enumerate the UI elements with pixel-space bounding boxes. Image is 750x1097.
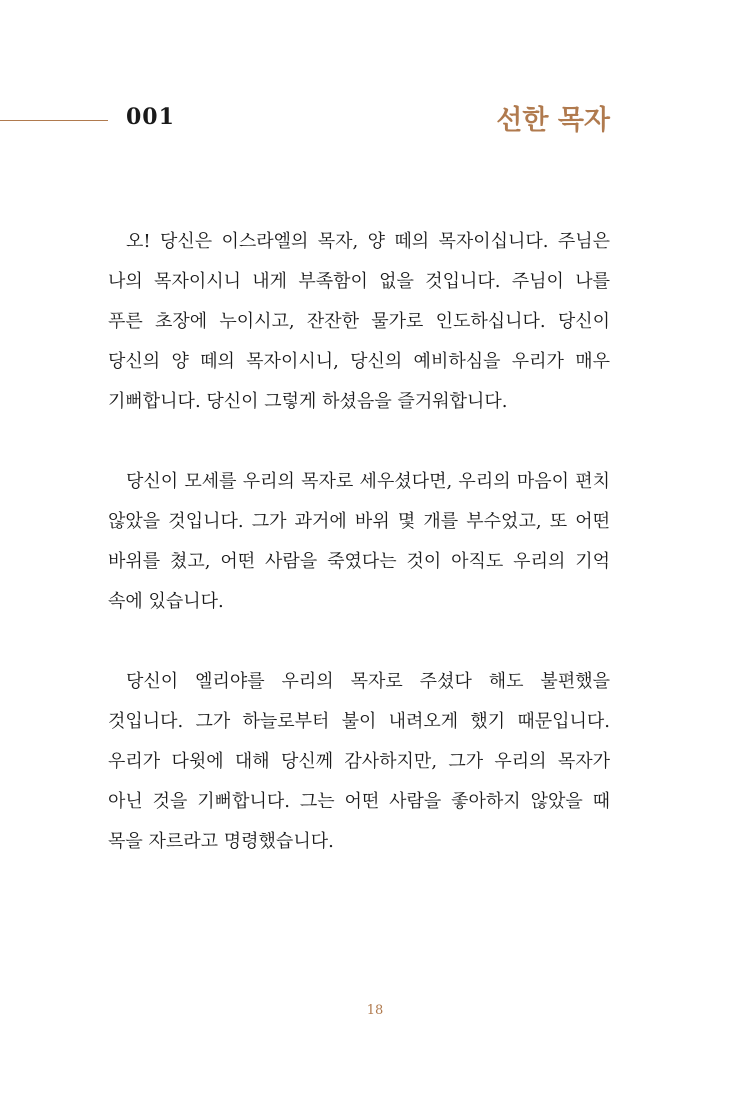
page-number: 18 — [366, 1003, 384, 1018]
body-text — [108, 222, 610, 902]
paragraph: 오! 당신은 이스라엘의 목자, 양 떼의 목자이십니다. 주님은 나의 목자이시니 내게 부족함이 없을 것입니다. 주님이 나를 푸른 초장에 누이시고, 잔잔한 물가로 인도하십니다. 당신이 당신의 양 떼의 목자이시니, 당신의 예비하심을 우리가 매우 기뻐합니다. 당신이 그렇게 하셨음을 즐거워합니다. — [108, 231, 610, 412]
paragraph: 당신이 모세를 우리의 목자로 세우셨다면, 우리의 마음이 편치 않았을 것입니다. 그가 과거에 바위 몇 개를 부수었고, 또 어떤 바위를 쳤고, 어떤 사람을 죽였다는 것이 아직도 우리의 기억 속에 있습니다. — [108, 471, 610, 612]
paragraph: 당신이 엘리야를 우리의 목자로 주셨다 해도 불편했을 것입니다. 그가 하늘로부터 불이 내려오게 했기 때문입니다. 우리가 다윗에 대해 당신께 감사하지만, 그가 우리의 목자가 아닌 것을 기뻐합니다. 그는 어떤 사람을 좋아하지 않았을 때 목을 자르라고 명령했습니다. — [108, 671, 610, 852]
header-rule — [0, 120, 108, 121]
chapter-number: 001 — [126, 104, 175, 130]
chapter-title: 선한 목자 — [496, 105, 610, 136]
